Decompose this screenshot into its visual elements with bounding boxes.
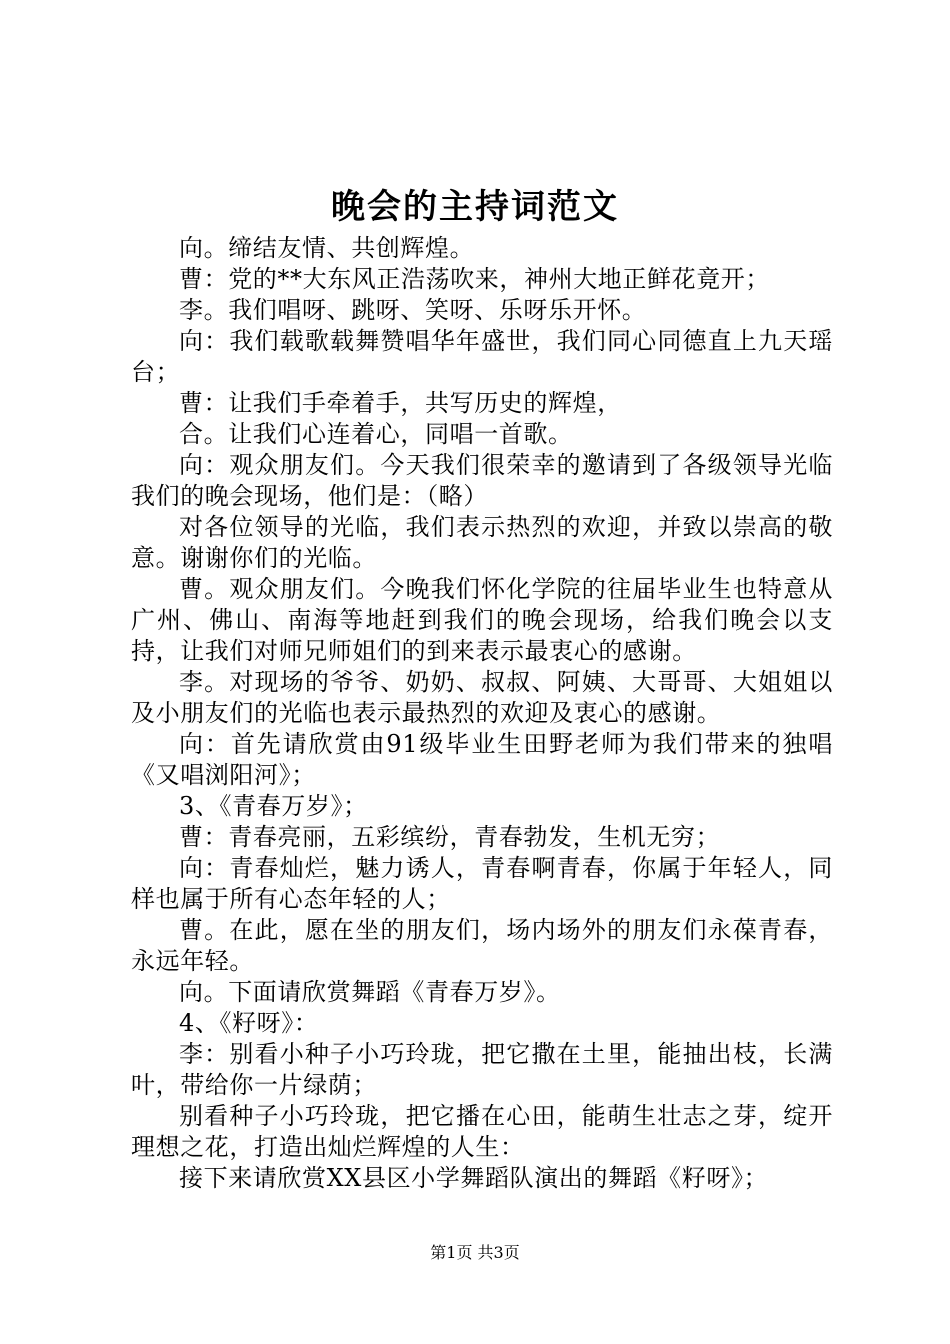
paragraph: 向。缔结友情、共创辉煌。 (179, 234, 475, 262)
paragraph: 李。我们唱呀、跳呀、笑呀、乐呀乐开怀。 (179, 296, 647, 324)
paragraph: 向：青春灿烂，魅力诱人，青春啊青春，你属于年轻人，同样也属于所有心态年轻的人； (131, 854, 833, 913)
paragraph: 向：观众朋友们。今天我们很荣幸的邀请到了各级领导光临我们的晚会现场，他们是：（略） (131, 451, 833, 510)
paragraph: 曹：让我们手牵着手，共写历史的辉煌， (179, 389, 622, 417)
paragraph: 向：首先请欣赏由91级毕业生田野老师为我们带来的独唱《又唱浏阳河》； (131, 730, 833, 789)
paragraph: 向。下面请欣赏舞蹈《青春万岁》。 (179, 978, 561, 1006)
paragraph: 对各位领导的光临，我们表示热烈的欢迎，并致以崇高的敬意。谢谢你们的光临。 (131, 513, 833, 572)
page-footer: 第1页 共3页 (430, 1243, 520, 1262)
paragraph: 曹：青春亮丽，五彩缤纷，青春勃发，生机无穷； (179, 823, 721, 851)
paragraph: 3、《青春万岁》； (179, 792, 368, 820)
paragraph: 别看种子小巧玲珑，把它播在心田，能萌生壮志之芽，绽开理想之花，打造出灿烂辉煌的人生： (131, 1102, 833, 1161)
paragraph: 曹。在此，愿在坐的朋友们，场内场外的朋友们永葆青春，永远年轻。 (131, 916, 833, 975)
document-body (131, 233, 833, 1194)
document-title: 晚会的主持词范文 (331, 187, 619, 227)
paragraph: 李：别看小种子小巧玲珑，把它撒在土里，能抽出枝，长满叶，带给你一片绿荫； (131, 1040, 833, 1099)
paragraph: 合。让我们心连着心，同唱一首歌。 (179, 420, 573, 448)
paragraph: 4、《籽呀》： (179, 1009, 319, 1037)
paragraph: 接下来请欣赏XX县区小学舞蹈队演出的舞蹈《籽呀》； (179, 1164, 769, 1192)
paragraph: 曹：党的**大东风正浩荡吹来，神州大地正鲜花竟开； (179, 265, 770, 293)
paragraph: 曹。观众朋友们。今晚我们怀化学院的往届毕业生也特意从广州、佛山、南海等地赶到我们的晚会现场，给我们晚会以支持，让我们对师兄师姐们的到来表示最衷心的感谢。 (131, 575, 833, 665)
paragraph: 李。对现场的爷爷、奶奶、叔叔、阿姨、大哥哥、大姐姐以及小朋友们的光临也表示最热烈的欢迎及衷心的感谢。 (131, 668, 833, 727)
paragraph: 向：我们载歌载舞赞唱华年盛世，我们同心同德直上九天瑶台； (131, 327, 833, 386)
